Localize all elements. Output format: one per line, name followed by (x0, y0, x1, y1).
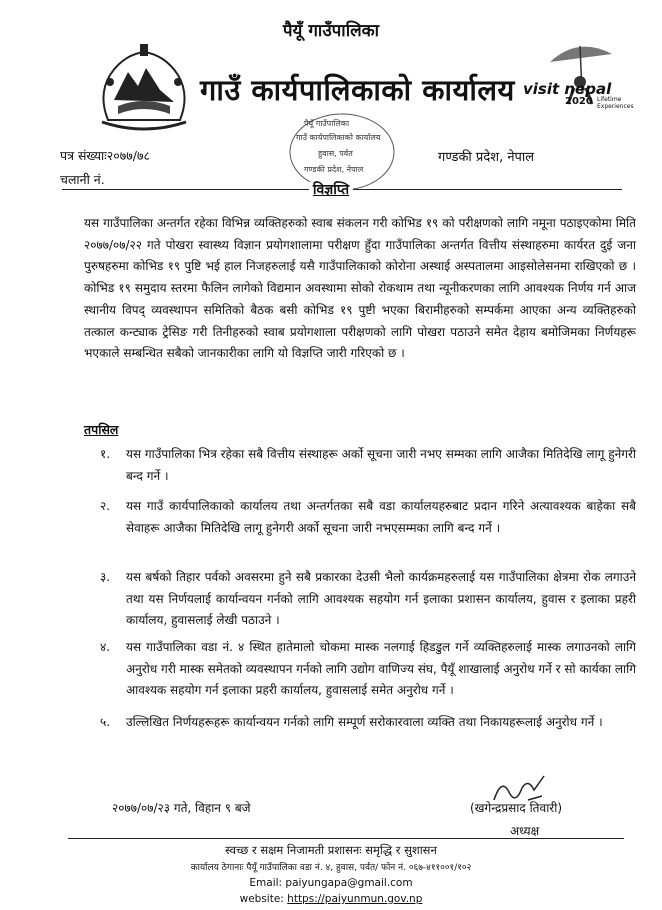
reference-number: पत्र संख्याः२०७७/७८ (60, 148, 150, 163)
decision-number: २. (100, 499, 111, 513)
signer-name: (खगेन्द्रप्रसाद तिवारी) (470, 801, 562, 815)
decision-text: यस गाउँ कार्यपालिकाको कार्यालय तथा अन्तर्गतका सबै वडा कार्यालयहरुबाट प्रदान गरिने अत्यावश्यक बाहेका सबै सेवाहरू आजैका मितिदेखि लागू हुनेगरी अर्को सूचना जारी नभएसम्मका लागि बन्द गर्ने । (126, 499, 636, 535)
notice-title-wrap (0, 180, 662, 199)
visit-nepal-tagline-1: Lifetime (597, 96, 622, 103)
decision-number: ५. (100, 715, 111, 729)
visit-nepal-text: visit nepal (523, 80, 612, 98)
visit-nepal-year: 2020 (565, 96, 593, 107)
website-link[interactable]: https://paiyunmun.gov.np (287, 893, 423, 905)
decision-item (100, 444, 636, 487)
notice-title: विज्ञप्ति (309, 182, 353, 198)
org-name-big: गाउँ कार्यपालिकाको कार्यालय (200, 73, 515, 107)
org-name-small: पैयूँ गाउँपालिका (282, 21, 380, 41)
decision-item (100, 496, 636, 539)
stamp-line-3: हुवास, पर्वत (318, 149, 353, 158)
decision-number: ३. (100, 570, 111, 584)
decision-text: यस गाउँपालिका भित्र रहेका सबै वित्तीय संस्थाहरू अर्को सूचना जारी नभए सम्मका लागि आजैका मितिदेखि लागू हुनेगरी बन्द गर्ने । (126, 447, 636, 483)
government-emblem-icon (88, 40, 200, 136)
visit-nepal-tagline (597, 96, 634, 110)
decision-number: ४. (100, 640, 111, 654)
decision-text: यस बर्षको तिहार पर्वको अवसरमा हुने सबै प्रकारका देउसी भैलो कार्यक्रमहरुलाई यस गाउँपालिका क्षेत्रमा रोक लगाउने तथा यस निर्णयलाई कार्यान्वयन गर्नको लागि आवश्यक सहयोग गर्न इलाका प्रशासन कार्यालय, हुवास र इलाका प्रहरी कार्यालय, हुवासलाई लेखी पठाउने । (126, 570, 636, 627)
schedule-heading: तपसिल (84, 422, 119, 437)
footer-website (0, 893, 662, 905)
visit-nepal-tagline-2: Experiences (597, 103, 634, 110)
stamp-line-4: गण्डकी प्रदेश, नेपाल (304, 165, 364, 174)
province-address: गण्डकी प्रदेश, नेपाल (438, 150, 535, 165)
stamp-line-1: पैयूँ गाउँपालिका (304, 119, 350, 128)
decision-number: १. (100, 447, 111, 461)
notice-body: यस गाउँपालिका अन्तर्गत रहेका विभिन्न व्यक्तिहरुको स्वाब संकलन गरी कोभिड १९ को परीक्षणको लागि नमूना पठाइएकोमा मिति २०७७/०७/२२ गते पोखरा स्वास्थ्य विज्ञान प्रयोगशालामा परीक्षण हुँदा गाउँपालिका अन्तर्गत वित्तीय संस्थाहरुमा कार्यरत दुई जना पुरुषहरुमा कोभिड १९ पुष्टि भई हाल निजहरुलाई यसै गाउँपालिकाको कोरोना अस्थाई अस्पतालमा आइसोलेसनमा राखिएको छ । कोभिड १९ समुदाय स्तरमा फैलिन लागेको विद्यमान अवस्थामा सोको रोकथाम तथा न्यूनीकरणका लागि आवश्यक निर्णय गर्न आज स्थानीय विपद् व्यवस्थापन समितिको बैठक बसी कोभिड १९ पुष्टी भएका बिरामीहरुको सम्पर्कमा आएका अन्य व्यक्तिहरुको तत्काल कन्ट्याक ट्रेसिङ गरी तिनीहरुको स्वाब प्रयोगशाला परीक्षणको लागि पोखरा पठाउने समेत देहाय बमोजिमका निर्णयहरू भएकाले सम्बन्धित सबैको जानकारीका लागि यो विज्ञप्ति जारी गरिएको छ । (84, 216, 636, 361)
website-label: website: (239, 893, 288, 905)
signer-designation: अध्यक्ष (510, 824, 540, 838)
decision-text: उल्लिखित निर्णयहरूहरू कार्यान्वयन गर्नको लागि सम्पूर्ण सरोकारवाला व्यक्ति तथा निकायहरूलाई अनुरोध गर्ने । (126, 715, 603, 729)
footer-slogan: स्वच्छ र सक्षम निजामती प्रशासनः समृद्धि र सुशासन (225, 843, 437, 857)
decision-text: यस गाउँपालिका वडा नं. ४ स्थित हातेमालो चोकमा मास्क नलगाई हिडडुल गर्ने व्यक्तिहरुलाई मास्क लगाउनको लागि अनुरोध गरी मास्क समेतको व्यवस्थापन गर्नको लागि उद्योग वाणिज्य संघ, पैयूँ शाखालाई अनुरोध गर्ने र सो कार्यका लागि आवश्यक सहयोग गर्न इलाका प्रहरी कार्यालय, हुवासलाई समेत अनुरोध गर्ने । (126, 640, 636, 697)
footer-divider (68, 838, 624, 839)
dispatch-number: चलानी नं. (60, 172, 105, 187)
footer-email: Email: paiyungapa@gmail.com (249, 877, 413, 889)
decision-item (100, 637, 636, 702)
issue-date: २०७७/०७/२३ गते, विहान ९ बजे (112, 801, 251, 815)
decision-item (100, 712, 636, 734)
footer-address: कार्यालय ठेगानाः पैयूँ गाउँपालिका वडा नं. ४, हुवास, पर्वत/ फोन नं. ०६७-४११००१/१०२ (190, 863, 472, 873)
stamp-line-2: गाउँ कार्यपालिकाको कार्यालय (296, 133, 381, 142)
decision-item (100, 567, 636, 632)
